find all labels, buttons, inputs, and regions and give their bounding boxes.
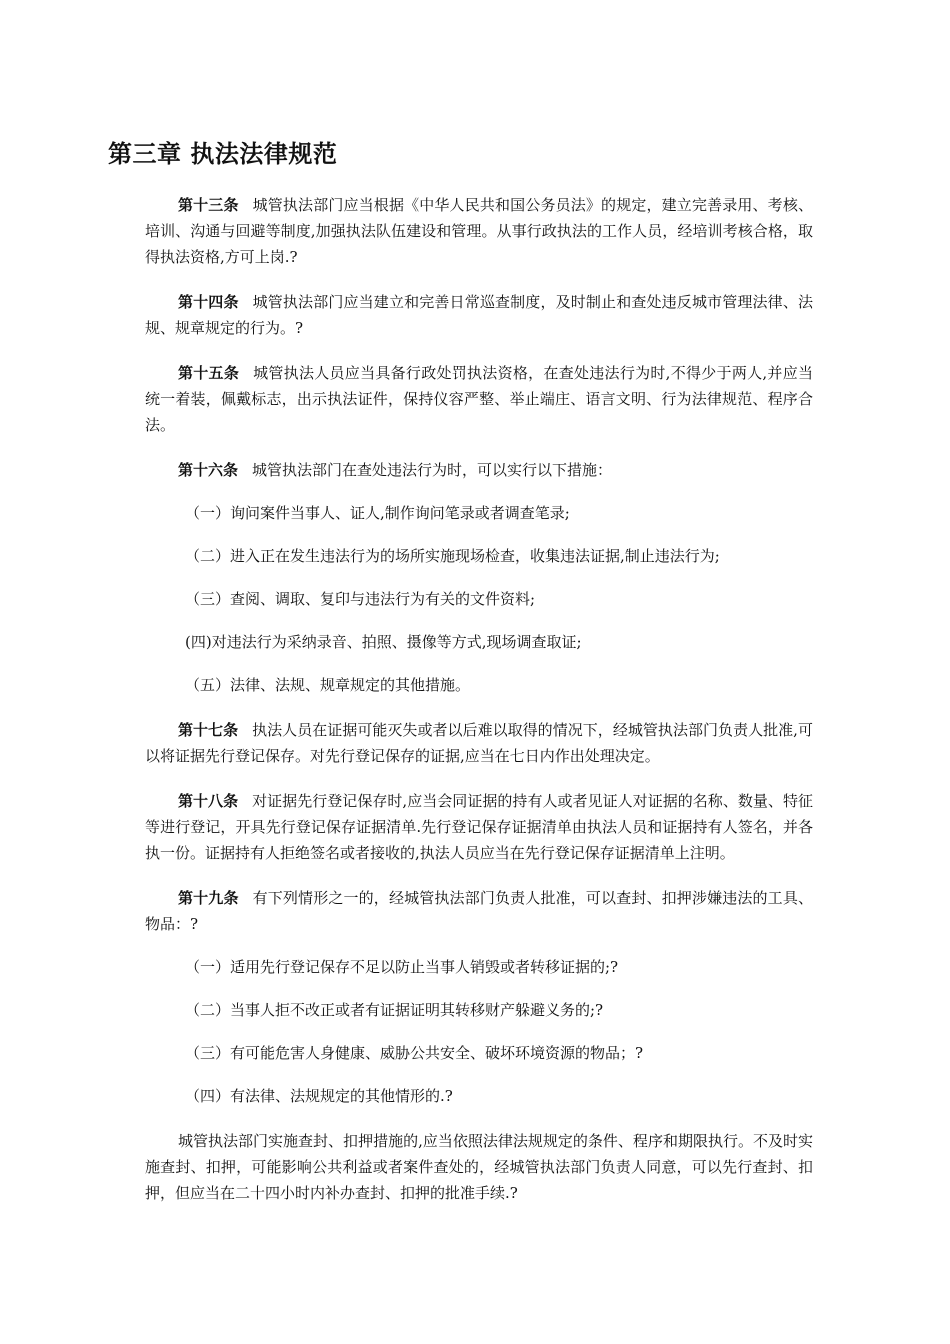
article-text: 有下列情形之一的，经城管执法部门负责人批准，可以查封、扣押涉嫌违法的工具、物品：? xyxy=(145,889,813,933)
list-item: （一）适用先行登记保存不足以防止当事人销毁或者转移证据的;? xyxy=(185,958,619,976)
article-text: 城管执法部门在查处违法行为时，可以实行以下措施： xyxy=(252,461,613,479)
list-item: （三）查阅、调取、复印与违法行为有关的文件资料; xyxy=(185,590,536,608)
article-18 xyxy=(145,788,813,866)
article-label: 第十五条 xyxy=(178,364,240,382)
article-label: 第十七条 xyxy=(178,721,239,739)
article-14 xyxy=(145,289,813,341)
closing-paragraph: 城管执法部门实施查封、扣押措施的,应当依照法律法规规定的条件、程序和期限执行。不及时实施查封、扣押，可能影响公共利益或者案件查处的，经城管执法部门负责人同意，可以先行查封、扣押，但应当在二十四小时内补办查封、扣押的批准手续.? xyxy=(145,1132,813,1202)
document-body xyxy=(145,192,813,1206)
article-label: 第十八条 xyxy=(178,792,239,810)
article-label: 第十六条 xyxy=(178,461,239,479)
article-text: 城管执法部门应当建立和完善日常巡查制度，及时制止和查处违反城市管理法律、法规、规章规定的行为。? xyxy=(145,293,813,337)
article-13 xyxy=(145,192,813,270)
list-item: （五）法律、法规、规章规定的其他措施。 xyxy=(185,676,471,694)
article-text: 执法人员在证据可能灭失或者以后难以取得的情况下，经城管执法部门负责人批准,可以将证据先行登记保存。对先行登记保存的证据,应当在七日内作出处理决定。 xyxy=(145,721,813,765)
article-text: 城管执法部门应当根据《中华人民共和国公务员法》的规定，建立完善录用、考核、培训、沟通与回避等制度,加强执法队伍建设和管理。从事行政执法的工作人员，经培训考核合格，取得执法资格,方可上岗.? xyxy=(145,196,813,266)
article-text: 城管执法人员应当具备行政处罚执法资格，在查处违法行为时,不得少于两人,并应当统一着装，佩戴标志，出示执法证件，保持仪容严整、举止端庄、语言文明、行为法律规范、程序合法。 xyxy=(145,364,813,434)
article-label: 第十三条 xyxy=(178,196,239,214)
list-item: （三）有可能危害人身健康、威胁公共安全、破坏环境资源的物品；? xyxy=(185,1044,644,1062)
list-item: （二）当事人拒不改正或者有证据证明其转移财产躲避义务的;? xyxy=(185,1001,604,1019)
list-item: （二）进入正在发生违法行为的场所实施现场检查，收集违法证据,制止违法行为; xyxy=(185,547,720,565)
list-item: （四）有法律、法规规定的其他情形的.? xyxy=(185,1087,453,1105)
article-19 xyxy=(145,885,813,937)
article-text: 对证据先行登记保存时,应当会同证据的持有人或者见证人对证据的名称、数量、特征等进行登记，开具先行登记保存证据清单.先行登记保存证据清单由执法人员和证据持有人签名，并各执一份。证据持有人拒绝签名或者接收的,执法人员应当在先行登记保存证据清单上注明。 xyxy=(145,792,813,862)
article-16 xyxy=(145,457,813,483)
list-item: (四)对违法行为采纳录音、拍照、摄像等方式,现场调查取证; xyxy=(185,633,582,651)
article-15 xyxy=(145,360,813,438)
chapter-title: 第三章 执法法律规范 xyxy=(108,140,338,168)
list-item: （一）询问案件当事人、证人,制作询问笔录或者调查笔录; xyxy=(185,504,570,522)
article-17 xyxy=(145,717,813,769)
article-label: 第十四条 xyxy=(178,293,239,311)
article-label: 第十九条 xyxy=(178,889,239,907)
